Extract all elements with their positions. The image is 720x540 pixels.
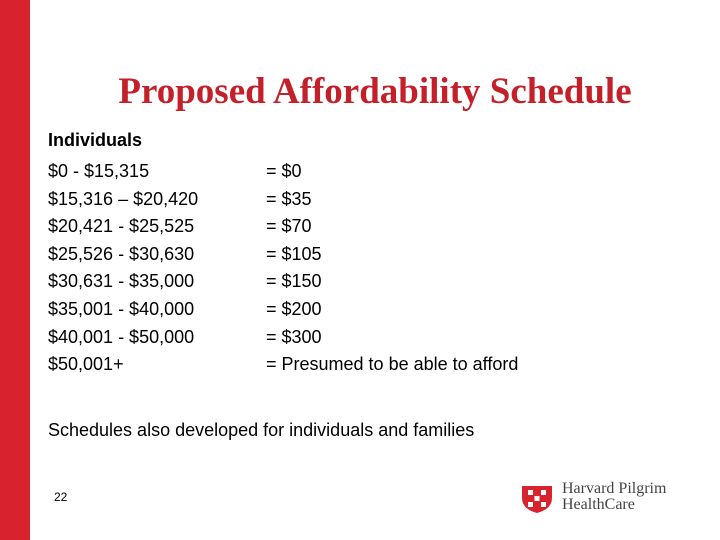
premium-amount: = $105 (266, 243, 322, 264)
harvard-pilgrim-logo (520, 480, 666, 514)
schedule-row (48, 241, 518, 269)
schedule-table (48, 158, 518, 379)
premium-amount: = $300 (266, 326, 322, 347)
harvard-pilgrim-crest-icon (520, 480, 554, 514)
schedule-row (48, 213, 518, 241)
left-accent-bar (0, 0, 30, 540)
logo-line-1: Harvard Pilgrim (562, 480, 667, 497)
premium-amount: = $35 (266, 188, 312, 209)
schedule-row (48, 351, 518, 379)
income-range: $40,001 - $50,000 (48, 326, 195, 347)
income-range: $35,001 - $40,000 (48, 298, 195, 319)
page-number: 22 (54, 490, 68, 504)
premium-amount: = $200 (266, 298, 322, 319)
slide-title: Proposed Affordability Schedule (118, 71, 632, 112)
section-heading: Individuals (48, 130, 143, 150)
income-range: $25,526 - $30,630 (48, 243, 195, 264)
schedule-row (48, 296, 518, 324)
income-range: $50,001+ (48, 354, 124, 375)
income-range: $15,316 – $20,420 (48, 188, 199, 209)
income-range: $20,421 - $25,525 (48, 216, 195, 237)
schedule-row (48, 158, 518, 186)
logo-line-2: HealthCare (562, 496, 635, 513)
logo-wordmark (562, 481, 666, 513)
premium-amount: = $70 (266, 216, 312, 237)
premium-amount: = $150 (266, 271, 322, 292)
schedule-row (48, 186, 518, 214)
income-range: $0 - $15,315 (48, 161, 150, 181)
income-range: $30,631 - $35,000 (48, 271, 195, 292)
premium-amount: = $0 (266, 161, 302, 181)
schedule-row (48, 324, 518, 352)
schedule-row (48, 268, 518, 296)
footnote-text: Schedules also developed for individuals and families (48, 420, 475, 440)
premium-amount: = Presumed to be able to afford (266, 354, 519, 375)
